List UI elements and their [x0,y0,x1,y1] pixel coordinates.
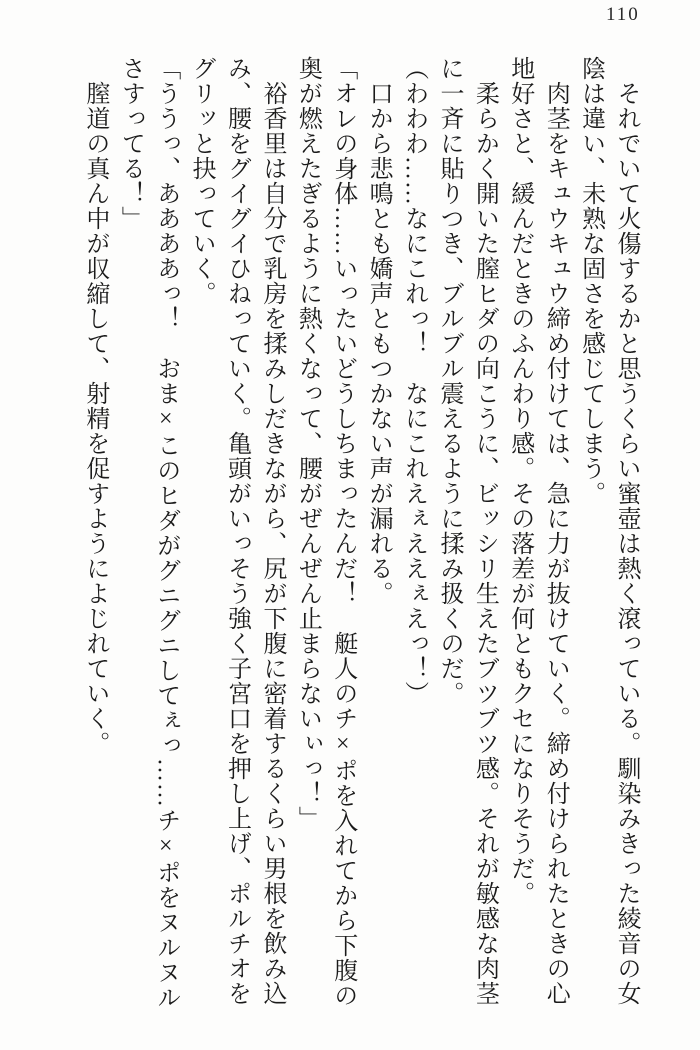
text-line: み、腰をグイグイひねっていく。亀頭がいっそう強く子宮口を押し上げ、ポルチオを [223,56,250,1006]
text-line: さすってる！」 [117,56,144,231]
text-line: 柔らかく開いた膣ヒダの向こうに、ビッシリ生えたブツブツ感。それが敏感な肉茎 [471,81,498,1006]
text-block [77,56,644,1008]
text-line: それでいて火傷するかと思うくらい蜜壺は熱く滾っている。馴染みきった綾音の女 [613,81,639,1006]
text-line: 肉茎をキュウキュウ締め付けては、急に力が抜けていく。締め付けられたときの心 [542,81,569,1006]
text-line: に一斉に貼りつき、ブルブル震えるように揉み扱くのだ。 [435,56,462,706]
text-line: 「ううっ、ああああっ！ おま×このヒダがグニグニしてぇっ……チ×ポをヌルヌル [152,56,179,1010]
text-line: 膣道の真ん中が収縮して、射精を促すようによじれていく。 [81,81,108,756]
text-line: 陰は違い、未熟な固さを感じてしまう。 [577,56,604,506]
page-number: 110 [606,4,640,25]
text-line: （わわわ……なにこれっ！ なにこれえぇええぇえっ！） [400,56,427,706]
text-line: 裕香里は自分で乳房を揉みしだきながら、尻が下腹に密着するくらい男根を飲み込 [258,81,285,1006]
text-line: 口から悲鳴とも嬌声ともつかない声が漏れる。 [365,81,392,606]
text-line: グリッと抉っていく。 [188,56,215,306]
text-line: 「オレの身体……いったいどうしちまったんだ！ 艇人のチ×ポを入れてから下腹の [329,56,356,1008]
text-line: 奥が燃えたぎるように熱くなって、腰がぜんぜん止まらないぃっ！」 [294,56,321,831]
text-line: 地好さと、緩んだときのふんわり感。その落差が何ともクセになりそうだ。 [506,56,533,906]
